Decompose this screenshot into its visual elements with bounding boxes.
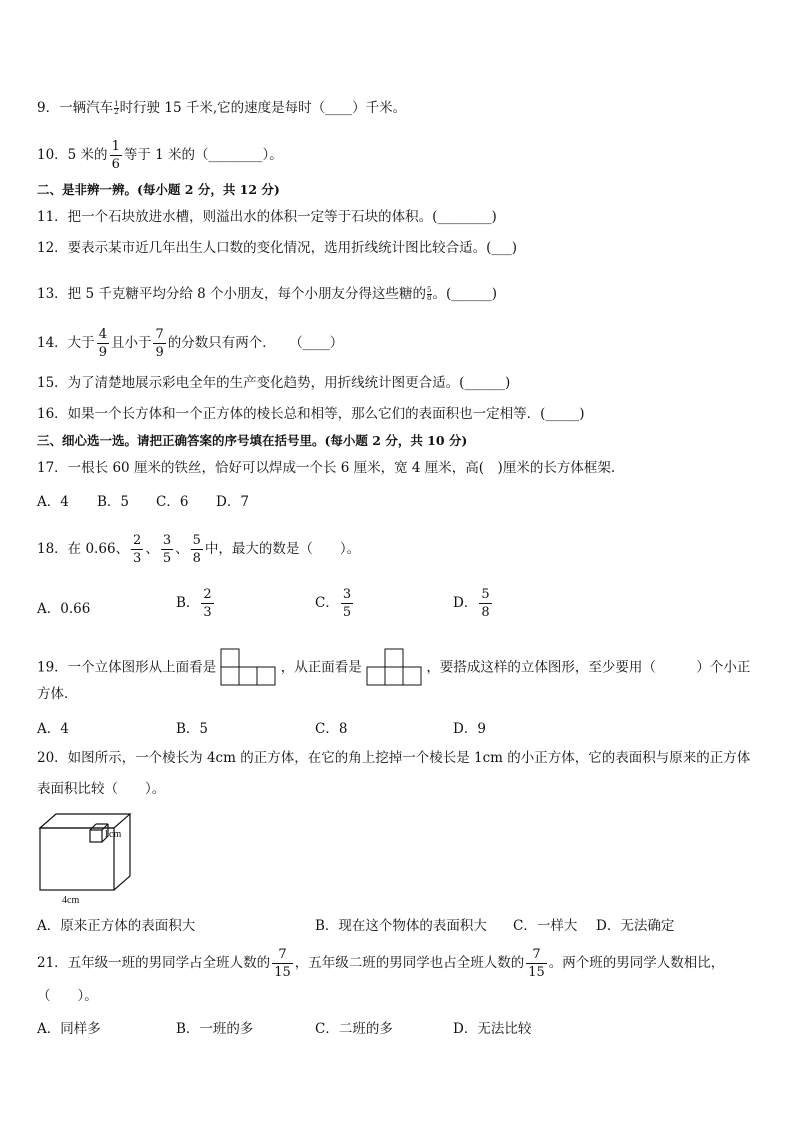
- q21-option-d: D．无法比较: [453, 1021, 532, 1037]
- question-21-line2: （ ）。: [37, 988, 98, 1004]
- q14-fraction-2: $\frac{7}{9}$: [155, 327, 164, 360]
- q19-option-b: B．5: [176, 721, 209, 737]
- q19-option-a: A．4: [37, 721, 69, 737]
- question-13: [37, 284, 497, 304]
- q18-option-a: A．0.66: [37, 601, 91, 617]
- q14-fraction-1: $\frac{4}{9}$: [98, 327, 107, 360]
- q21-text-a: 21．五年级一班的男同学占全班人数的: [37, 955, 271, 971]
- q21-option-b: B．一班的多: [176, 1021, 254, 1037]
- q18-option-c: C． $\frac{3}{5}$: [315, 587, 352, 620]
- q17-option-d: D．7: [216, 494, 249, 510]
- top-view-figure: [220, 648, 276, 688]
- section-3-heading: 三、细心选一选。请把正确答案的序号填在括号里。(每小题 2 分，共 10 分): [37, 433, 468, 448]
- q14-text-b: 且小于: [110, 335, 152, 351]
- q20-option-d: D．无法确定: [596, 918, 675, 934]
- q18-fraction-3: $\frac{5}{8}$: [192, 533, 201, 566]
- q10-text-a: 10．5 米的: [37, 147, 108, 163]
- q17-option-c: C．6: [156, 494, 189, 510]
- q21-option-a: A．同样多: [37, 1021, 101, 1037]
- question-11: 11．把一个石块放进水槽，则溢出水的体积一定等于石块的体积。(________): [37, 209, 497, 225]
- cube-figure: [36, 810, 136, 906]
- q18-sep-2: 、: [175, 541, 189, 557]
- q18-text-a: 18．在 0.66、: [37, 541, 130, 557]
- q21-fraction-1: $\frac{7}{15}$: [274, 947, 291, 980]
- section-2-heading: 二、是非辨一辨。(每小题 2 分，共 12 分): [37, 182, 280, 197]
- q9-text-a: 9．一辆汽车: [37, 100, 114, 116]
- question-20: 20．如图所示，一个棱长为 4cm 的正方体，在它的角上挖掉一个棱长是 1cm 的小正方体，它的表面积与原来的正方体: [37, 750, 751, 766]
- q13-text-a: 13．把 5 千克糖平均分给 8 个小朋友，每个小朋友分得这些糖的: [37, 286, 427, 302]
- q10-fraction: $\frac{1}{6}$: [111, 139, 120, 172]
- q9-fraction: $\frac{1}{2}$: [114, 100, 119, 116]
- q20-option-b: B．现在这个物体的表面积大: [315, 918, 487, 934]
- q21-text-c: 。两个班的男同学人数相比，: [548, 955, 725, 971]
- q21-text-b: ，五年级二班的男同学也占全班人数的: [294, 955, 525, 971]
- q21-fraction-2: $\frac{7}{15}$: [528, 947, 545, 980]
- front-view-figure: [366, 648, 422, 688]
- question-12: 12．要表示某市近几年出生人口数的变化情况，选用折线统计图比较合适。(___): [37, 240, 517, 256]
- q20-option-a: A．原来正方体的表面积大: [37, 918, 196, 934]
- question-19-line2: 方体．: [37, 686, 78, 702]
- q18-option-d: D． $\frac{5}{8}$: [453, 587, 490, 620]
- question-21: [37, 948, 724, 979]
- q19-text-b: ，从正面看是: [280, 659, 362, 676]
- q13-fraction: $\frac{5}{8}$: [427, 286, 432, 302]
- question-18: [37, 534, 360, 565]
- cube-label-big: 4cm: [62, 895, 80, 906]
- q18-sep-1: 、: [145, 541, 159, 557]
- q20-option-c: C．一样大: [513, 918, 578, 934]
- q14-text-a: 14．大于: [37, 335, 95, 351]
- question-15: 15．为了清楚地展示彩电全年的生产变化趋势，用折线统计图更合适。(______): [37, 375, 511, 391]
- q18-text-b: 中，最大的数是（ ）。: [204, 541, 361, 557]
- question-10: [37, 140, 283, 171]
- q18-fraction-2: $\frac{3}{5}$: [162, 533, 172, 566]
- question-14: [37, 328, 343, 359]
- q10-text-b: 等于 1 米的（________）。: [123, 147, 283, 163]
- question-17: 17．一根长 60 厘米的铁丝，恰好可以焊成一个长 6 厘米，宽 4 厘米，高( )厘米的长方体框架.: [37, 460, 616, 476]
- question-20-line2: 表面积比较（ ）。: [37, 781, 166, 797]
- q17-option-a: A．4: [37, 494, 69, 510]
- q17-option-b: B．5: [97, 494, 130, 510]
- q13-text-b: 。(______): [432, 286, 498, 302]
- q14-text-c: 的分数只有两个． （____）: [167, 335, 344, 351]
- cube-label-small: 1cm: [104, 829, 122, 840]
- q18-fraction-1: $\frac{2}{3}$: [133, 533, 142, 566]
- q9-text-b: 时行驶 15 千米,它的速度是每时（____）千米。: [119, 100, 407, 116]
- q18-option-b: B． $\frac{2}{3}$: [176, 587, 212, 620]
- q19-option-c: C．8: [315, 721, 348, 737]
- q19-text-a: 19．一个立体图形从上面看是: [37, 659, 217, 676]
- q21-option-c: C．二班的多: [315, 1021, 393, 1037]
- q19-text-c: ，要搭成这样的立体图形，至少要用（ ）个小正: [426, 659, 751, 676]
- question-9: [37, 98, 406, 118]
- question-16: 16．如果一个长方体和一个正方体的棱长总和相等，那么它们的表面积也一定相等．(_____): [37, 406, 585, 422]
- question-19: [37, 648, 750, 688]
- q19-option-d: D．9: [453, 721, 486, 737]
